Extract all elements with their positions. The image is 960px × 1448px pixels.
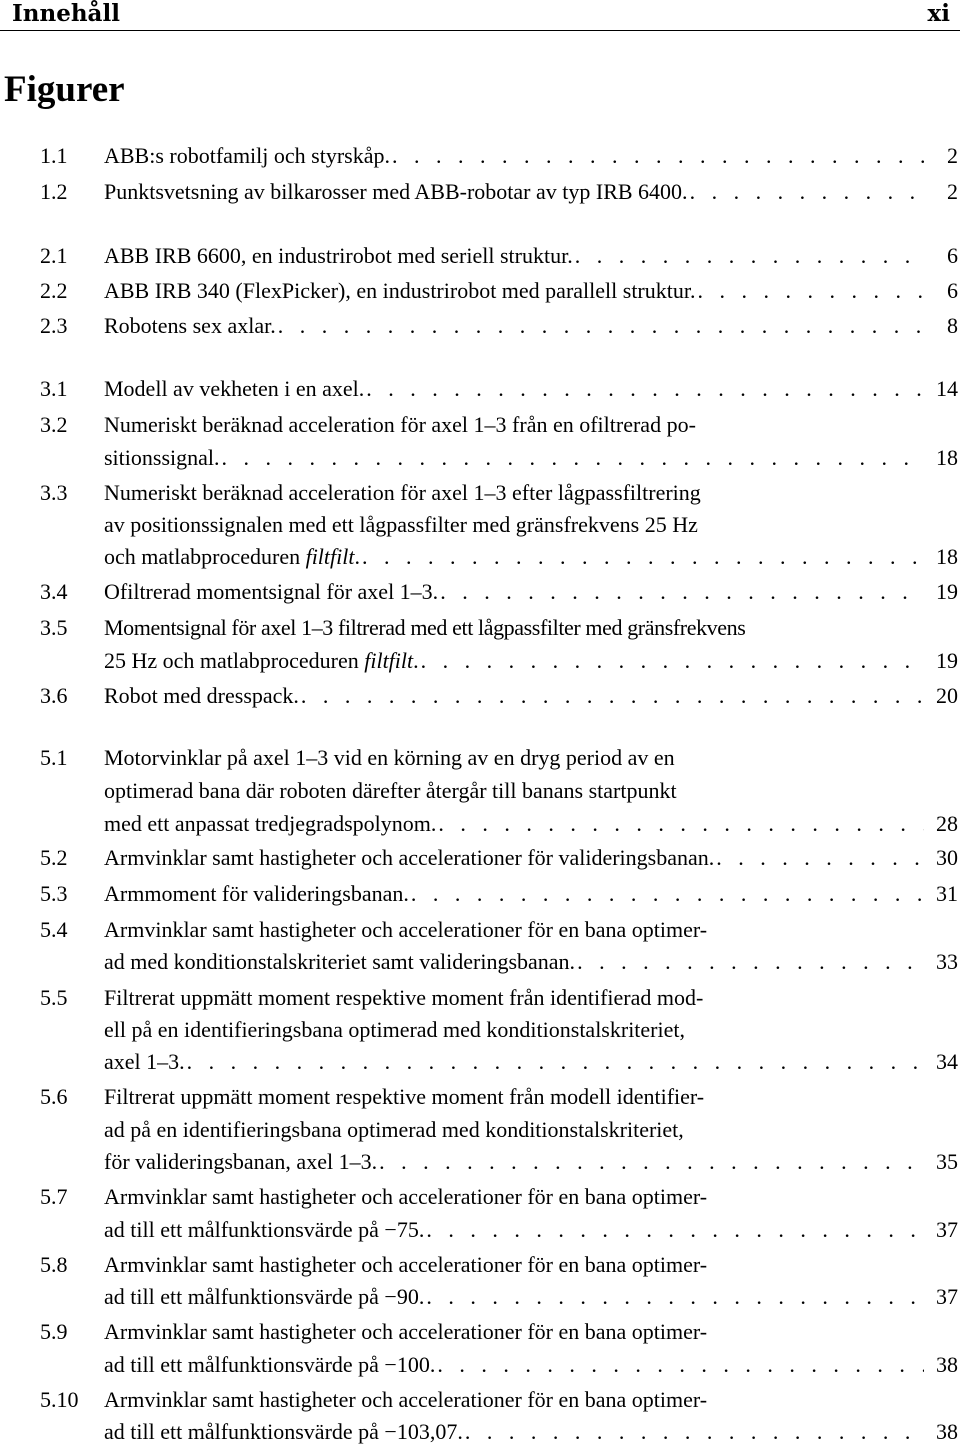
figure-page: 30 [936, 845, 958, 870]
dot-leader [424, 1214, 924, 1246]
figure-page: 34 [936, 1049, 958, 1074]
figure-page: 35 [936, 1149, 958, 1174]
figure-caption: Ofiltrerad momentsignal för axel 1–3. [104, 579, 439, 604]
figure-page: 19 [936, 579, 958, 604]
figure-caption: Armvinklar samt hastigheter och accelerationer för en bana optimer- [104, 1252, 708, 1277]
figure-number: 5.6 [40, 1084, 68, 1109]
figure-page: 28 [936, 811, 958, 836]
figure-number: 5.8 [40, 1252, 68, 1277]
figure-caption: ell på en identifieringsbana optimerad med konditionstalskriteriet, [104, 1017, 686, 1042]
figure-page: 18 [936, 445, 958, 470]
header-chapter: Innehåll [12, 0, 120, 27]
figure-page: 8 [947, 313, 958, 338]
figure-caption: 25 Hz och matlabproceduren filtfilt. [104, 648, 419, 673]
section-title: Figurer [4, 69, 125, 110]
figure-number: 5.9 [40, 1319, 68, 1344]
dot-leader [573, 240, 924, 272]
figure-caption: av positionssignalen med ett lågpassfilter med gränsfrekvens 25 Hz [104, 512, 698, 537]
figure-page: 38 [936, 1352, 958, 1377]
figure-caption: Motorvinklar på axel 1–3 vid en körning av en dryg period av en [104, 745, 675, 770]
figure-caption: ABB IRB 340 (FlexPicker), en industrirobot med parallell struktur. [104, 278, 696, 303]
dot-leader [424, 1281, 924, 1313]
figure-number: 3.5 [40, 615, 68, 640]
figure-number: 2.3 [40, 313, 68, 338]
figure-caption: Numeriskt beräknad acceleration för axel 1–3 efter lågpassfiltrering [104, 480, 701, 505]
dot-leader [377, 1146, 924, 1178]
figure-number: 1.1 [40, 143, 68, 168]
figure-caption: ABB:s robotfamilj och styrskåp. [104, 143, 390, 168]
figure-number: 5.2 [40, 845, 68, 870]
dot-leader [299, 680, 924, 712]
figure-page: 31 [936, 881, 958, 906]
figure-number: 2.1 [40, 243, 68, 268]
figure-caption: Armmoment för valideringsbanan. [104, 881, 409, 906]
dot-leader [695, 275, 924, 307]
figure-caption: ABB IRB 6600, en industrirobot med seriell struktur. [104, 243, 573, 268]
figure-caption: Modell av vekheten i en axel. [104, 376, 365, 401]
figure-number: 3.2 [40, 412, 68, 437]
dot-leader [436, 808, 924, 840]
figure-caption: Punktsvetsning av bilkarosser med ABB-robotar av typ IRB 6400. [104, 179, 688, 204]
figure-caption: Armvinklar samt hastigheter och accelerationer för en bana optimer- [104, 1319, 708, 1344]
figure-caption: axel 1–3. [104, 1049, 185, 1074]
figure-number: 5.1 [40, 745, 68, 770]
figure-number: 3.4 [40, 579, 68, 604]
figure-caption: Momentsignal för axel 1–3 filtrerad med ett lågpassfilter med gränsfrekvens [104, 615, 746, 640]
figure-caption: Armvinklar samt hastigheter och accelerationer för en bana optimer- [104, 917, 708, 942]
dot-leader [220, 442, 924, 474]
figure-caption: optimerad bana där roboten därefter återgår till banans startpunkt [104, 778, 677, 803]
dot-leader [419, 645, 924, 677]
header-page-number: xi [927, 0, 950, 27]
figure-number: 5.10 [40, 1387, 79, 1412]
dot-leader [438, 576, 924, 608]
figure-number: 5.7 [40, 1184, 68, 1209]
dot-leader [714, 842, 924, 874]
figure-page: 33 [936, 949, 958, 974]
running-header [0, 0, 960, 31]
dot-leader [185, 1046, 924, 1078]
dot-leader [390, 140, 924, 172]
dot-leader [575, 946, 924, 978]
dot-leader [688, 176, 924, 208]
figure-number: 3.3 [40, 480, 68, 505]
figure-caption: ad till ett målfunktionsvärde på −75. [104, 1217, 425, 1242]
figure-page: 6 [947, 278, 958, 303]
dot-leader [276, 310, 924, 342]
figure-caption: Numeriskt beräknad acceleration för axel 1–3 från en ofiltrerad po- [104, 412, 696, 437]
figure-caption: ad på en identifieringsbana optimerad med konditionstalskriteriet, [104, 1117, 684, 1142]
figure-number: 3.6 [40, 683, 68, 708]
figure-number: 1.2 [40, 179, 68, 204]
dot-leader [435, 1349, 924, 1381]
dot-leader [409, 878, 924, 910]
figure-page: 37 [936, 1284, 958, 1309]
figure-caption: Robotens sex axlar. [104, 313, 276, 338]
figure-page: 18 [936, 544, 958, 569]
figure-caption: för valideringsbanan, axel 1–3. [104, 1149, 378, 1174]
figure-caption: sitionssignal. [104, 445, 220, 470]
dot-leader [364, 373, 924, 405]
figure-caption: Robot med dresspack. [104, 683, 299, 708]
figure-number: 3.1 [40, 376, 68, 401]
figure-page: 6 [947, 243, 958, 268]
figure-number: 5.3 [40, 881, 68, 906]
figure-caption: Filtrerat uppmätt moment respektive moment från modell identifier- [104, 1084, 705, 1109]
figure-caption: ad med konditionstalskriteriet samt valideringsbanan. [104, 949, 576, 974]
figure-page: 2 [947, 179, 958, 204]
figure-caption: ad till ett målfunktionsvärde på −100. [104, 1352, 436, 1377]
figure-page: 20 [936, 683, 958, 708]
figure-page: 2 [947, 143, 958, 168]
figure-caption: Armvinklar samt hastigheter och accelerationer för valideringsbanan. [104, 845, 715, 870]
dot-leader [360, 541, 924, 573]
figure-caption: med ett anpassat tredjegradspolynom. [104, 811, 437, 836]
figure-number: 5.5 [40, 985, 68, 1010]
figure-caption: ad till ett målfunktionsvärde på −90. [104, 1284, 425, 1309]
figure-caption: Armvinklar samt hastigheter och accelerationer för en bana optimer- [104, 1387, 708, 1412]
figure-number: 5.4 [40, 917, 68, 942]
figure-page: 37 [936, 1217, 958, 1242]
figure-caption: Filtrerat uppmätt moment respektive moment från identifierad mod- [104, 985, 704, 1010]
figure-caption: ad till ett målfunktionsvärde på −103,07. [104, 1419, 463, 1444]
figure-page: 14 [936, 376, 958, 401]
dot-leader [463, 1416, 924, 1448]
figure-number: 2.2 [40, 278, 68, 303]
figure-page: 38 [936, 1419, 958, 1444]
figure-caption: och matlabproceduren filtfilt. [104, 544, 360, 569]
figure-page: 19 [936, 648, 958, 673]
figure-caption: Armvinklar samt hastigheter och accelerationer för en bana optimer- [104, 1184, 708, 1209]
